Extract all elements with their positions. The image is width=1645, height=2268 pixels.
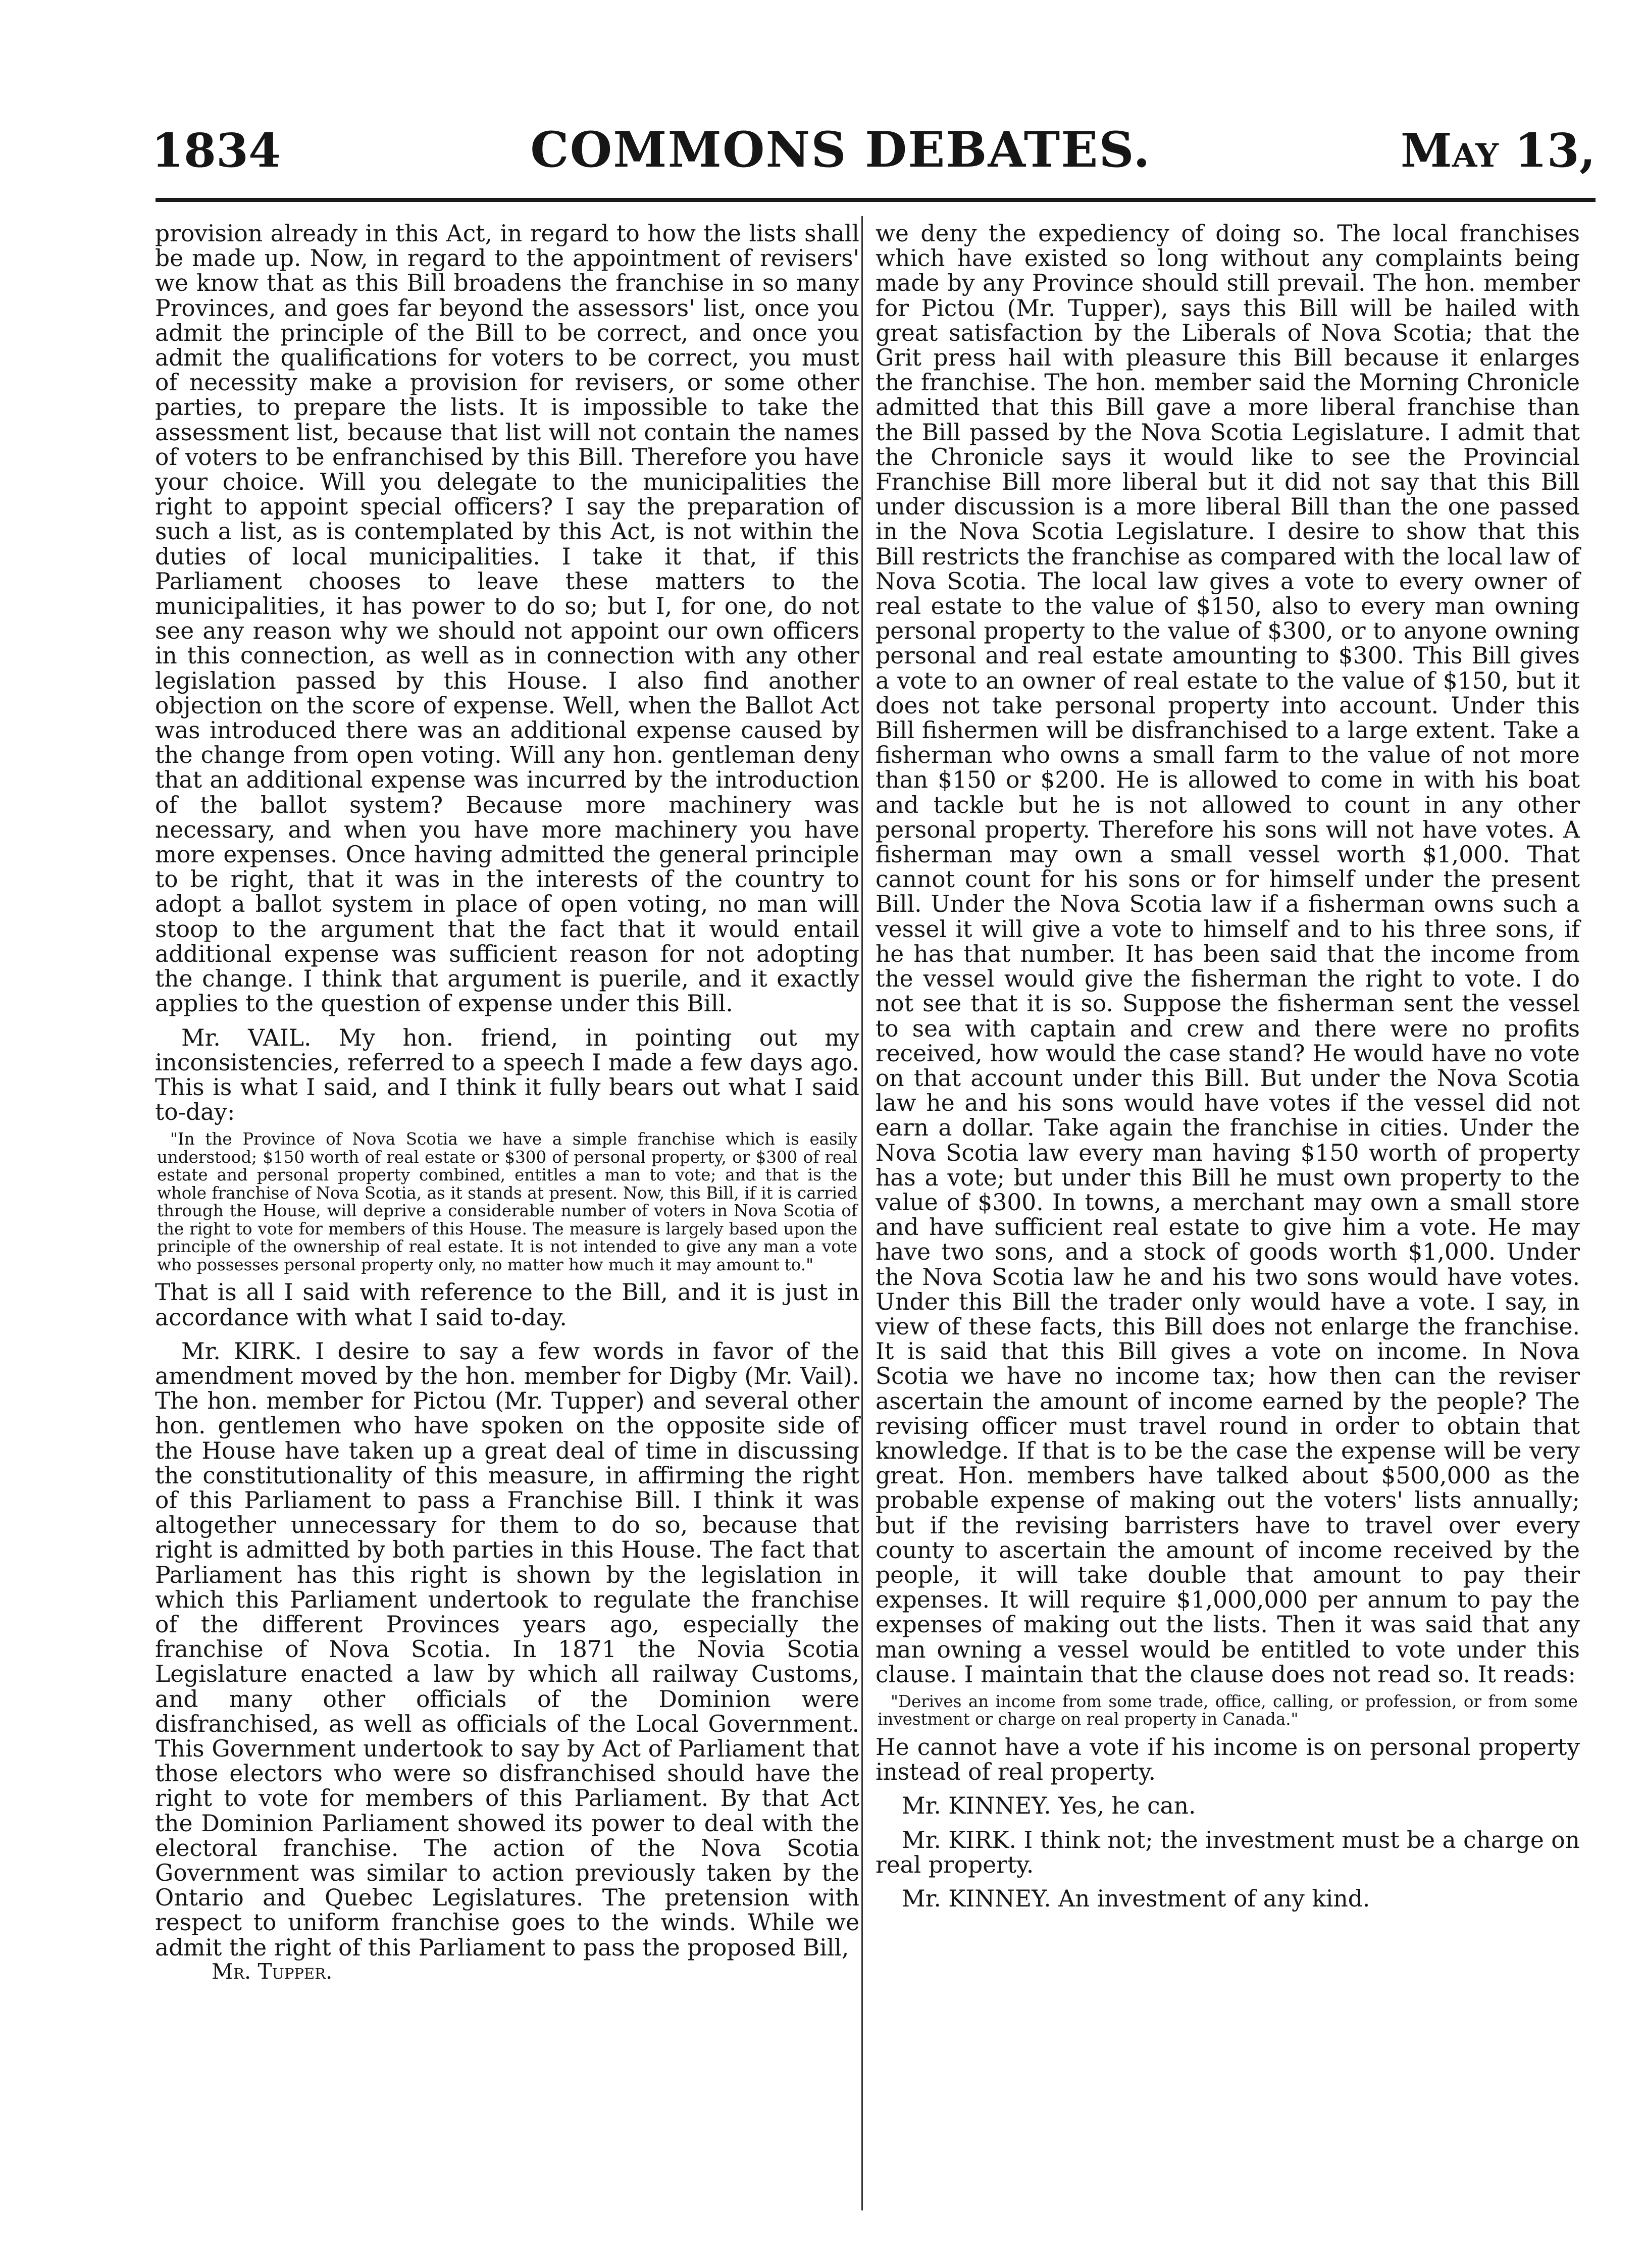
right-column <box>876 221 1580 1911</box>
paragraph: provision already in this Act, in regard to how the lists shall be made up. Now, in regard to the appointment of revisers' we know that as this Bill broadens the franchise in so many Provinces, and goes far beyond the assessors' list, once you admit the principle of the Bill to be correct, and once you admit the qualifications for voters to be correct, you must of necessity make a provision for revisers, or some other parties, to prepare the lists. It is impossible to take the assessment list, because that list will not contain the names of voters to be enfranchised by this Bill. Therefore you have your choice. Will you delegate to the municipalities the right to appoint special officers? I say the preparation of such a list, as is contemplated by this Act, is not within the duties of local municipalities. I take it that, if this Parliament chooses to leave these matters to the municipalities, it has power to do so; but I, for one, do not see any reason why we should not appoint our own officers in this connection, as well as in connection with any other legislation passed by this House. I also find another objection on the score of expense. Well, when the Ballot Act was introduced there was an additional expense caused by the change from open voting. Will any hon. gentleman deny that an additional expense was incurred by the introduction of the ballot system? Because more machinery was necessary, and when you have more machinery you have more expenses. Once having admitted the general principle to be right, that it was in the interests of the country to adopt a ballot system in place of open voting, no man will stoop to the argument that the fact that it would entail additional expense was sufficient reason for not adopting the change. I think that argument is puerile, and it exactly applies to the question of expense under this Bill. <box>155 220 859 1017</box>
paragraph: That is all I said with reference to the Bill, and it is just in accordance with what I said to-day. <box>155 1279 859 1331</box>
left-column <box>155 221 859 1983</box>
column-divider <box>861 216 863 2210</box>
paragraph: we deny the expediency of doing so. The local franchises which have existed so long without any complaints being made by any Province should still prevail. The hon. member for Pictou (Mr. Tupper), says this Bill will be hailed with great satisfaction by the Liberals of Nova Scotia; that the Grit press hail with pleasure this Bill because it enlarges the franchise. The hon. member said the Morning Chronicle admitted that this Bill gave a more liberal franchise than the Bill passed by the Nova Scotia Legislature. I admit that the Chronicle says it would like to see the Provincial Franchise Bill more liberal but it did not say that this Bill under discussion is a more liberal Bill than the one passed in the Nova Scotia Legislature. I desire to show that this Bill restricts the franchise as compared with the local law of Nova Scotia. The local law gives a vote to every owner of real estate to the value of $150, also to every man owning personal property to the value of $300, or to anyone owning personal and real estate amounting to $300. This Bill gives a vote to an owner of real estate to the value of $150, but it does not take personal property into account. Under this Bill fishermen will be disfranchised to a large extent. Take a fisherman who owns a small farm to the value of not more than $150 or $200. He is allowed to come in with his boat and tackle but he is not allowed to count in any other personal property. Therefore his sons will not have votes. A fisherman may own a small vessel worth $1,000. That cannot count for his sons or for himself under the present Bill. Under the Nova Scotia law if a fisherman owns such a vessel it will give a vote to himself and to his three sons, if he has that number. It has been said that the income from the vessel would give the fisherman the right to vote. I do not see that it is so. Suppose the fisherman sent the vessel to sea with captain and crew and there were no profits received, how would the case stand? He would have no vote on that account under this Bill. But under the Nova Scotia law he and his sons would have votes if the vessel did not earn a dollar. Take again the franchise in cities. Under the Nova Scotia law every man having $150 worth of property has a vote; but under this Bill he must own property to the value of $300. In towns, a merchant may own a small store and have sufficient real estate to give him a vote. He may have two sons, and a stock of goods worth $1,000. Under the Nova Scotia law he and his two sons would have votes. Under this Bill the trader only would have a vote. I say, in view of these facts, this Bill does not enlarge the franchise. It is said that this Bill gives a vote on income. In Nova Scotia we have no income tax; how then can the reviser ascertain the amount of income earned by the people? The revising officer must travel round in order to obtain that knowledge. If that is to be the case the expense will be very great. Hon. members have talked about $500,000 as the probable expense of making out the voters' lists annually; but if the revising barristers have to travel over every county to ascertain the amount of income received by the people, it will take double that amount to pay their expenses. It will require $1,000,000 per annum to pay the expenses of making out the lists. Then it was said that any man owning a vessel would be entitled to vote under this clause. I maintain that the clause does not read so. It reads: <box>876 220 1580 1688</box>
paragraph: Mr. VAIL. My hon. friend, in pointing out my inconsistencies, referred to a speech I made a few days ago. This is what I said, and I think it fully bears out what I said to-day: <box>155 1024 859 1126</box>
page-date: May 13, <box>1400 123 1596 178</box>
block-quote: "In the Province of Nova Scotia we have a simple franchise which is easily understood; $150 worth of real estate or $300 of personal property, or $300 of real estate and personal property combined, entitles a man to vote; and that is the whole franchise of Nova Scotia, as it stands at present. Now, this Bill, if it is carried through the House, will deprive a considerable number of voters in Nova Scotia of the right to vote for members of this House. The measure is largely based upon the principle of the ownership of real estate. It is not intended to give any man a vote who possesses personal property only, no matter how much it may amount to." <box>157 1129 857 1274</box>
paragraph: Mr. KIRK. I desire to say a few words in favor of the amendment moved by the hon. member for Digby (Mr. Vail). The hon. member for Pictou (Mr. Tupper) and several other hon. gentlemen who have spoken on the opposite side of the House have taken up a great deal of time in discussing the constitutionality of this measure, in affirming the right of this Parliament to pass a Franchise Bill. I think it was altogether unnecessary for them to do so, because that right is admitted by both parties in this House. The fact that Parliament has this right is shown by the legislation in which this Parliament undertook to regulate the franchise of the different Provinces years ago, especially the franchise of Nova Scotia. In 1871 the Novia Scotia Legislature enacted a law by which all railway Customs, and many other officials of the Dominion were disfranchised, as well as officials of the Local Government. This Government undertook to say by Act of Parliament that those electors who were so disfranchised should have the right to vote for members of this Parliament. By that Act the Dominion Parliament showed its power to deal with the electoral franchise. The action of the Nova Scotia Government was similar to action previously taken by the Ontario and Quebec Legislatures. The pretension with respect to uniform franchise goes to the winds. While we admit the right of this Parliament to pass the proposed Bill, <box>155 1337 859 1961</box>
page-header <box>151 121 1596 187</box>
block-quote: "Derives an income from some trade, office, calling, or profession, or from some investment or charge on real property in Canada." <box>878 1691 1578 1729</box>
paragraph: Mr. KINNEY. An investment of any kind. <box>902 1885 1370 1912</box>
running-footer: Mr. Tupper. <box>212 1958 333 1984</box>
paragraph: He cannot have a vote if his income is on personal property instead of real property. <box>876 1733 1580 1786</box>
publication-title: COMMONS DEBATES. <box>530 121 1151 178</box>
paragraph: Mr. KIRK. I think not; the investment must be a charge on real property. <box>876 1826 1580 1878</box>
paragraph: Mr. KINNEY. Yes, he can. <box>902 1792 1196 1820</box>
header-rule <box>156 198 1596 202</box>
page-number: 1834 <box>151 123 281 178</box>
